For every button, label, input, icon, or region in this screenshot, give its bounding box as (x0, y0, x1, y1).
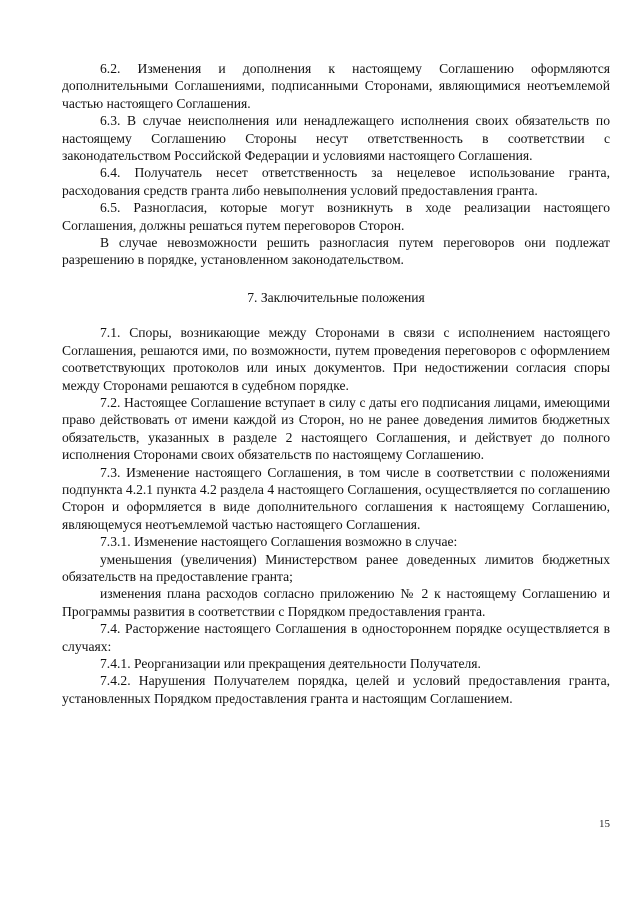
paragraph-6-5-continuation: В случае невозможности решить разногласия путем переговоров они подлежат разрешению в порядке, установленном законодательством. (62, 235, 610, 268)
section-7-heading: 7. Заключительные положения (247, 289, 425, 305)
paragraph-7-3-1: 7.3.1. Изменение настоящего Соглашения возможно в случае: (100, 534, 458, 550)
paragraph-6-3: 6.3. В случае неисполнения или ненадлежащего исполнения своих обязательств по настоящему Соглашению Стороны несут ответственность в соответствии с законодательством Российской Федерации и условиями настоящего Соглашения. (62, 113, 610, 164)
paragraph-7-3: 7.3. Изменение настоящего Соглашения, в том числе в соответствии с положениями подпункта 4.2.1 пункта 4.2 раздела 4 настоящего Соглашения, осуществляется по соглашению Сторон и оформляется в виде дополнительного соглашения к настоящему Соглашению, являющемуся неотъемлемой частью настоящего Соглашения. (62, 464, 610, 532)
paragraph-7-3-1-item-2: изменения плана расходов согласно приложению № 2 к настоящему Соглашению и Программы развития в соответствии с Порядком предоставления гранта. (62, 586, 610, 619)
paragraph-6-5: 6.5. Разногласия, которые могут возникнуть в ходе реализации настоящего Соглашения, должны решаться путем переговоров Сторон. (62, 200, 610, 233)
paragraph-7-3-1-item-1: уменьшения (увеличения) Министерством ранее доведенных лимитов бюджетных обязательств на предоставление гранта; (62, 551, 610, 584)
paragraph-7-1: 7.1. Споры, возникающие между Сторонами в связи с исполнением настоящего Соглашения, решаются ими, по возможности, путем проведения переговоров с оформлением соответствующих протоколов или иных документов. При недостижении согласия споры между Сторонами решаются в судебном порядке. (62, 325, 610, 393)
paragraph-7-2: 7.2. Настоящее Соглашение вступает в силу с даты его подписания лицами, имеющими право действовать от имени каждой из Сторон, но не ранее доведения лимитов бюджетных обязательств, указанных в разделе 2 настоящего Соглашения, и действует до полного исполнения Сторонами своих обязательств по настоящему Соглашению. (62, 394, 610, 463)
paragraph-7-4: 7.4. Расторжение настоящего Соглашения в одностороннем порядке осуществляется в случаях: (62, 621, 610, 654)
paragraph-6-2: 6.2. Изменения и дополнения к настоящему Соглашению оформляются дополнительными Соглашениями, подписанными Сторонами, являющимися неотъемлемой частью настоящего Соглашения. (62, 61, 610, 111)
paragraph-6-4: 6.4. Получатель несет ответственность за нецелевое использование гранта, расходования средств гранта либо невыполнения условий предоставления гранта. (62, 165, 610, 198)
document-page (62, 60, 610, 707)
page-number: 15 (599, 818, 610, 830)
paragraph-7-4-2: 7.4.2. Нарушения Получателем порядка, целей и условий предоставления гранта, установленных Порядком предоставления гранта и настоящим Соглашением. (62, 673, 610, 706)
paragraph-7-4-1: 7.4.1. Реорганизации или прекращения деятельности Получателя. (100, 656, 481, 671)
